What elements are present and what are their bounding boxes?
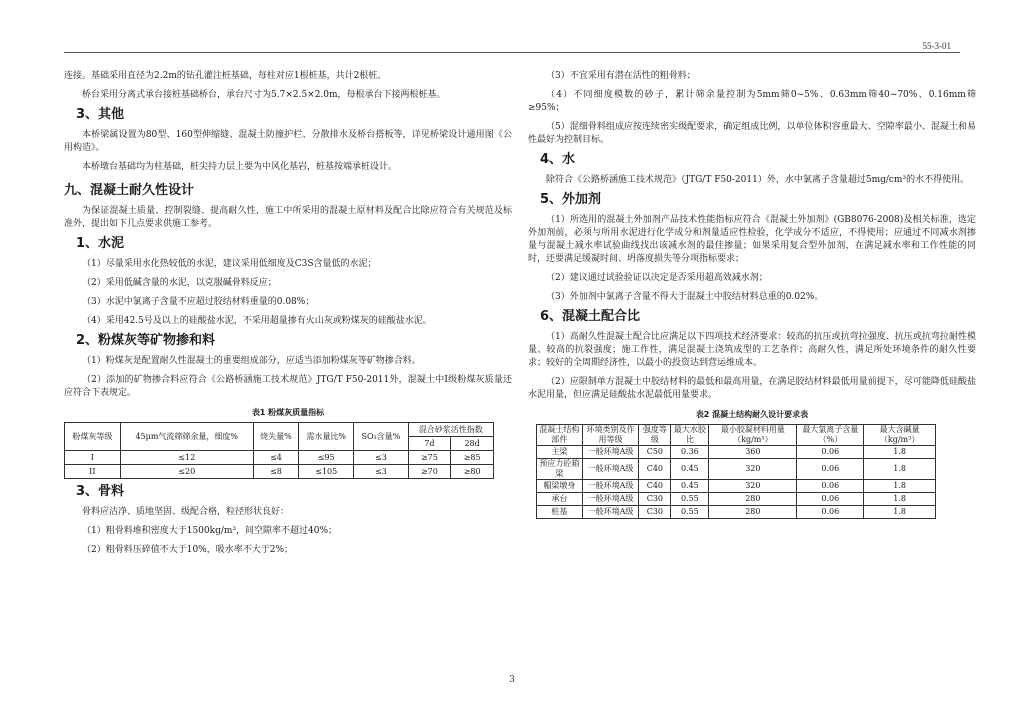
col-max-alkali: 最大含碱量（kg/m³） — [864, 425, 936, 446]
table-cell: ≥75 — [408, 451, 451, 465]
table-header-row — [537, 425, 936, 446]
table-cell: 0.06 — [797, 493, 864, 506]
heading-mix-ratio: 6、混凝土配合比 — [540, 309, 641, 324]
table-cell: ≤8 — [253, 465, 298, 479]
table-row — [65, 465, 494, 479]
page-code: 55-3-01 — [922, 41, 951, 51]
table-cell: 280 — [709, 506, 797, 519]
table-cell: ≤20 — [120, 465, 253, 479]
table-cell: 一般环境A级 — [582, 506, 639, 519]
heading-flyash: 2、粉煤灰等矿物掺和料 — [76, 333, 216, 348]
cement-item: （2）采用低碱含量的水泥，以克服碱骨料反应； — [82, 278, 277, 288]
aggregate-item: （3）不宜采用有潜在活性的粗骨料； — [546, 71, 696, 81]
aggregate-item: （5）混细骨料组成应按连续密实级配要求，确定组成比例，以单位体积容重最大、空隙率最小、混凝土和易性最好为控制目标。 — [528, 122, 976, 145]
col-strength: 强度等级 — [639, 425, 671, 446]
cement-item: （4）采用42.5号及以上的硅酸盐水泥，不采用超量掺有火山灰或粉煤灰的硅酸盐水泥。 — [82, 316, 432, 326]
paragraph-foundation-2: 桥台采用分离式承台接桩基础桥台，承台尺寸为5.7×2.5×2.0m，每根承台下接两根桩基。 — [82, 90, 446, 100]
paragraph-foundation-1: 连接。基础采用直径为2.2m的钻孔灌注桩基础，每柱对应1根桩基，共计2根桩。 — [64, 71, 387, 81]
table-cell: 1.8 — [864, 446, 936, 459]
admixture-item: （3）外加剂中氯离子含量不得大于混凝土中胶结材料总重的0.02%。 — [546, 292, 824, 302]
flyash-quality-table — [64, 422, 494, 479]
cement-item: （3）水泥中氯离子含量不应超过胶结材料重量的0.08%； — [82, 297, 315, 307]
heading-other: 3、其他 — [76, 107, 125, 122]
table-cell: 一般环境A级 — [582, 480, 639, 493]
flyash-paragraph-1: （1）粉煤灰是配置耐久性混凝土的重要组成部分，应适当添加粉煤灰等矿物掺合料。 — [82, 356, 421, 366]
heading-water: 4、水 — [540, 152, 576, 167]
table-cell: ≤3 — [354, 465, 408, 479]
heading-aggregate: 3、骨料 — [76, 484, 125, 499]
durability-requirements-table — [536, 424, 936, 519]
mix-paragraph-2: （2）应限制单方混凝土中胶结材料的最低和最高用量，在满足胶结材料最低用量前提下，尽可能降低硅酸盐水泥用量，但应满足硅酸盐水泥最低用量要求。 — [528, 377, 976, 400]
col-min-binder: 最小胶凝材料用量（kg/m³） — [709, 425, 797, 446]
left-column — [64, 70, 512, 563]
aggregate-item: （4）不同细度模数的砂子，累计筛余量控制为5mm筛0~5%、0.63mm筛40~70%、0.16mm筛≥95%； — [528, 90, 976, 113]
heading-cement: 1、水泥 — [76, 236, 125, 251]
table-cell: 承台 — [537, 493, 583, 506]
table-cell: ≥70 — [408, 465, 451, 479]
table-cell: 主梁 — [537, 446, 583, 459]
heading-admixture: 5、外加剂 — [540, 192, 602, 207]
paragraph-other-2: 本桥墩台基础均为柱基础，桩尖持力层上要为中风化基岩，桩基按端承桩设计。 — [82, 162, 398, 172]
paragraph-other-1: 本桥梁属设置为80型、160型伸缩缝、混凝土防撞护栏、分散排水及桥台搭板等，详见桥梁设计通用图《公用构造》。 — [64, 130, 512, 153]
water-paragraph: 除符合《公路桥涵施工技术规范》（JTG/T F50-2011）外，水中氯离子含量超过5mg/cm³的水不得使用。 — [546, 175, 970, 185]
table-cell: C30 — [639, 493, 671, 506]
admixture-item: （1）所选用的混凝土外加剂产品技术性能指标应符合《混凝土外加剂》(GB8076-2008)及相关标准，选定外加剂前，必须与所用水泥进行化学成分和剂量适应性检验，化学成分不适应，不得使用；应通过不同减水剂掺量与混凝土减水率试验曲线找出该减水剂的最佳掺量；如果采用复合型外加剂，在满足减水率和工作性能的同时，还要满足缓凝时间、坍落度损失等分项指标要求； — [528, 215, 976, 264]
table-cell: 一般环境A级 — [582, 493, 639, 506]
right-column — [528, 70, 976, 519]
aggregate-paragraph: 骨料应洁净、质地坚固、级配合格，粒径形状良好： — [82, 507, 290, 517]
table-cell: ≤3 — [354, 451, 408, 465]
col-max-chloride: 最大氯离子含量（%） — [797, 425, 864, 446]
paragraph-section-9: 为保证混凝土质量、控制裂缝、提高耐久性，施工中所采用的混凝土原材料及配合比除应符合有关规范及标准外，提出如下几点要求供施工参考。 — [64, 206, 512, 229]
col-water-ratio: 需水量比% — [299, 423, 354, 451]
table-cell: I — [65, 451, 121, 465]
aggregate-item: （2）粗骨料压碎值不大于10%，吸水率不大于2%； — [82, 545, 294, 555]
table-cell: 0.06 — [797, 459, 864, 480]
table-cell: 一般环境A级 — [582, 446, 639, 459]
header-rule — [64, 52, 960, 53]
table-row — [537, 480, 936, 493]
table-cell: 0.45 — [671, 459, 709, 480]
heading-section-9: 九、混凝土耐久性设计 — [64, 183, 195, 198]
col-fineness: 45μm气流筛筛余量，细度% — [120, 423, 253, 451]
col-28d: 28d — [451, 437, 494, 451]
table-cell: 1.8 — [864, 459, 936, 480]
table-header-row — [65, 423, 494, 437]
table-cell: 1.8 — [864, 493, 936, 506]
table-cell: 帽梁墩身 — [537, 480, 583, 493]
table-cell: C30 — [639, 506, 671, 519]
table1-caption: 表1 粉煤灰质量指标 — [251, 408, 325, 417]
table-cell: 360 — [709, 446, 797, 459]
table-cell: ≤95 — [299, 451, 354, 465]
col-environment: 环境类别及作用等级 — [582, 425, 639, 446]
table-cell: 320 — [709, 459, 797, 480]
table-cell: ≤105 — [299, 465, 354, 479]
table-row — [537, 446, 936, 459]
col-wb-ratio: 最大水胶比 — [671, 425, 709, 446]
col-loss: 烧失量% — [253, 423, 298, 451]
table-cell: C40 — [639, 459, 671, 480]
admixture-item: （2）建议通过试验验证以决定是否采用超高效减水剂； — [546, 273, 768, 283]
col-component: 混凝土结构部件 — [537, 425, 583, 446]
table-row — [537, 506, 936, 519]
table-row — [65, 451, 494, 465]
table-cell: 320 — [709, 480, 797, 493]
table-row — [537, 459, 936, 480]
table-cell: 0.55 — [671, 493, 709, 506]
table-cell: ≤4 — [253, 451, 298, 465]
table-cell: 1.8 — [864, 506, 936, 519]
aggregate-item: （1）粗骨料堆积密度大于1500kg/m³，间空隙率不超过40%； — [82, 526, 338, 536]
table-cell: 280 — [709, 493, 797, 506]
col-7d: 7d — [408, 437, 451, 451]
cement-item: （1）尽量采用水化热较低的水泥，建议采用低细度及C3S含量低的水泥； — [82, 259, 377, 269]
table-cell: 0.06 — [797, 506, 864, 519]
table-cell: ≥80 — [451, 465, 494, 479]
table-cell: C40 — [639, 480, 671, 493]
table-cell: 1.8 — [864, 480, 936, 493]
table-cell: 桩基 — [537, 506, 583, 519]
table-cell: 0.06 — [797, 446, 864, 459]
table-cell: II — [65, 465, 121, 479]
table-cell: 0.36 — [671, 446, 709, 459]
table-cell: 0.55 — [671, 506, 709, 519]
table-cell: 一般环境A级 — [582, 459, 639, 480]
table-cell: 0.45 — [671, 480, 709, 493]
col-so3: SO₃含量% — [354, 423, 408, 451]
table-row — [537, 493, 936, 506]
table-cell: ≤12 — [120, 451, 253, 465]
flyash-paragraph-2: （2）添加的矿物掺合料应符合《公路桥涵施工技术规范》JTG/T F50-2011外，混凝土中I级粉煤灰质量还应符合下表规定。 — [64, 375, 512, 398]
page-number: 3 — [509, 675, 515, 685]
mix-paragraph-1: （1）高耐久性混凝土配合比应满足以下四项技术经济要求：较高的抗压或抗弯拉强度、抗压或抗弯拉耐性模量、较高的抗裂强度；施工作性，满足混凝土浇筑成型的工艺条件；高耐久性，满足所处环境条件的耐久性要求；较好的全周期经济性，以最小的投资达到营运维成本。 — [528, 332, 976, 368]
col-activity: 混合砂浆活性指数 — [408, 423, 493, 437]
table-cell: 0.06 — [797, 480, 864, 493]
table-cell: C50 — [639, 446, 671, 459]
table-cell: ≥85 — [451, 451, 494, 465]
table-cell: 预应力砼箱梁 — [537, 459, 583, 480]
col-grade: 粉煤灰等级 — [65, 423, 121, 451]
table2-caption: 表2 混凝土结构耐久设计要求表 — [695, 410, 809, 419]
